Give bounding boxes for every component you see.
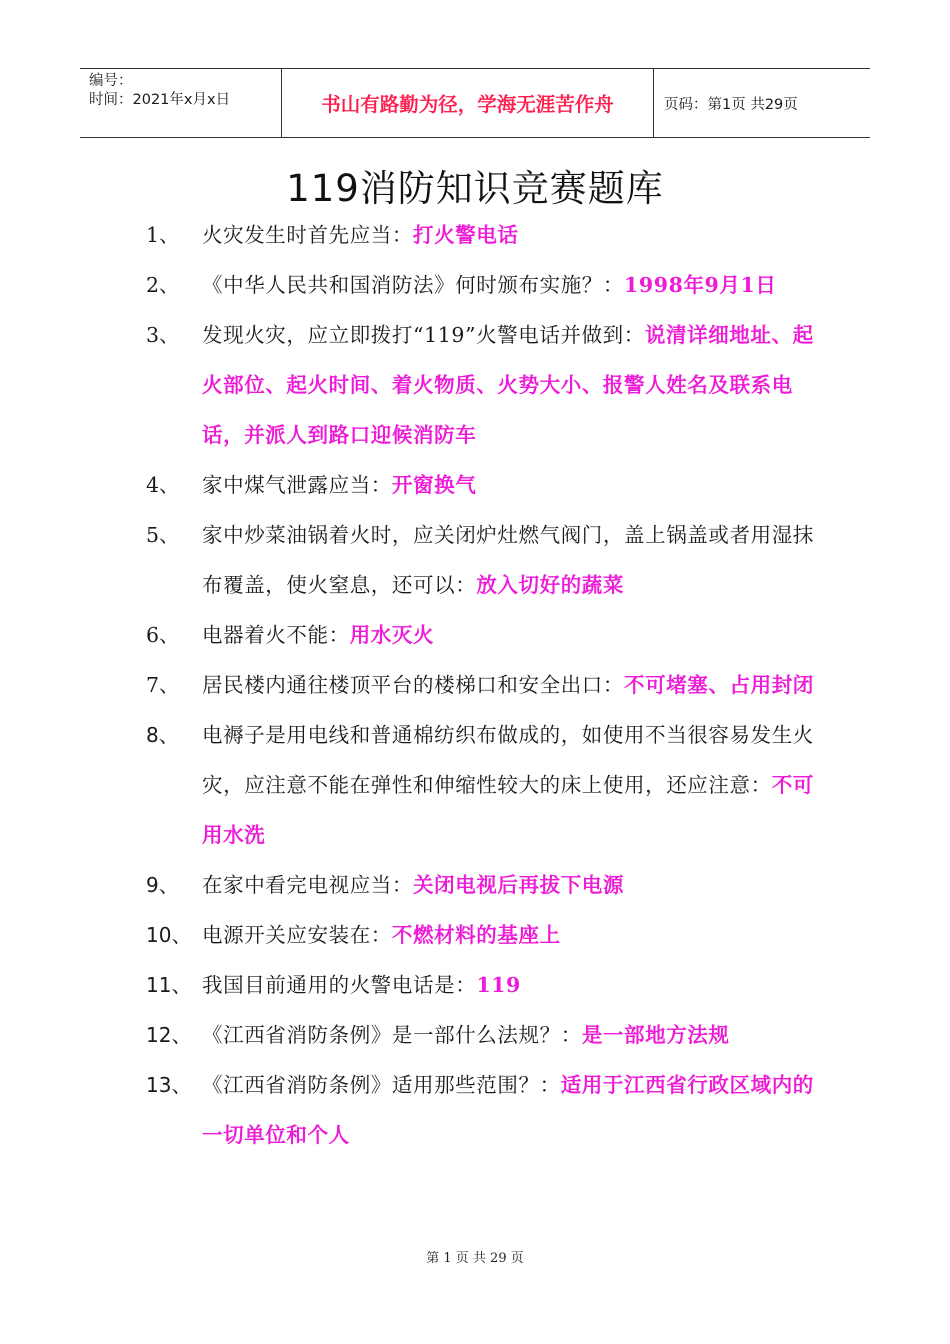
question-number: 9、 <box>146 873 179 897</box>
question-body <box>202 260 814 310</box>
question-body <box>202 860 814 910</box>
number-label: 编号： <box>89 73 133 89</box>
question-body <box>202 610 814 660</box>
question-item <box>146 1010 814 1060</box>
question-body <box>202 960 814 1010</box>
question-item <box>146 260 814 310</box>
document-title: 119消防知识竞赛题库 <box>286 167 664 210</box>
question-text: 在家中看完电视应当： <box>202 873 413 897</box>
question-body <box>202 1010 814 1060</box>
question-body <box>202 510 814 610</box>
question-text: 电器着火不能： <box>202 623 350 647</box>
answer-text: 开窗换气 <box>391 473 477 497</box>
question-list <box>146 210 814 1160</box>
answer-text: 119 <box>476 973 521 997</box>
question-item <box>146 610 814 660</box>
question-item <box>146 960 814 1010</box>
answer-text: 放入切好的蔬菜 <box>476 573 625 597</box>
question-number: 12、 <box>146 1023 192 1047</box>
answer-text: 是一部地方法规 <box>581 1023 730 1047</box>
header-motto: 书山有路勤为径，学海无涯苦作舟 <box>282 69 654 137</box>
time-label: 时间：2021年x月x日 <box>89 92 231 108</box>
header-page-info: 页码：第1页 共29页 <box>664 96 798 113</box>
question-text: 《江西省消防条例》是一部什么法规？： <box>202 1023 582 1047</box>
page-header <box>80 68 870 138</box>
question-item <box>146 860 814 910</box>
question-item <box>146 310 814 460</box>
question-text: 《中华人民共和国消防法》何时颁布实施？： <box>202 273 624 297</box>
answer-text: 说清详细地址、起火部位、起火时间、着火物质、火势大小、报警人姓名及联系电话，并派人到路口迎候消防车 <box>202 323 814 447</box>
question-item <box>146 1060 814 1160</box>
question-text: 发现火灾，应立即拨打“119”火警电话并做到： <box>202 323 645 347</box>
answer-text: 不可用水洗 <box>202 773 814 847</box>
question-text: 电源开关应安装在： <box>202 923 392 947</box>
question-number: 4、 <box>146 473 180 497</box>
question-number: 7、 <box>146 673 180 697</box>
question-item <box>146 660 814 710</box>
question-number: 2、 <box>146 273 180 297</box>
answer-text: 打火警电话 <box>413 223 519 247</box>
question-number: 11、 <box>146 973 192 997</box>
question-body <box>202 1060 814 1160</box>
answer-text: 1998年9月1日 <box>624 273 777 297</box>
question-item <box>146 210 814 260</box>
answer-text: 适用于江西省行政区域内的一切单位和个人 <box>202 1073 814 1147</box>
question-body <box>202 910 814 960</box>
question-number: 1、 <box>146 223 180 247</box>
question-body <box>202 460 814 510</box>
answer-text: 不燃材料的基座上 <box>391 923 561 947</box>
question-item <box>146 910 814 960</box>
question-body <box>202 210 814 260</box>
answer-text: 用水灭火 <box>349 623 435 647</box>
question-text: 我国目前通用的火警电话是： <box>202 973 477 997</box>
question-item <box>146 510 814 610</box>
question-number: 6、 <box>146 623 180 647</box>
question-number: 10、 <box>146 923 192 947</box>
question-body <box>202 710 814 860</box>
answer-text: 关闭电视后再拔下电源 <box>413 873 624 897</box>
question-body <box>202 660 814 710</box>
question-number: 3、 <box>146 323 180 347</box>
question-text: 家中炒菜油锅着火时，应关闭炉灶燃气阀门，盖上锅盖或者用湿抹布覆盖，使火窒息，还可以： <box>202 523 814 597</box>
question-text: 火灾发生时首先应当： <box>202 223 413 247</box>
header-meta <box>80 69 282 137</box>
question-body <box>202 310 814 460</box>
question-number: 13、 <box>146 1073 192 1097</box>
question-text: 家中煤气泄露应当： <box>202 473 392 497</box>
question-text: 居民楼内通往楼顶平台的楼梯口和安全出口： <box>202 673 624 697</box>
page-footer: 第 1 页 共 29 页 <box>426 1251 524 1266</box>
question-text: 《江西省消防条例》适用那些范围？： <box>202 1073 561 1097</box>
question-text: 电褥子是用电线和普通棉纺织布做成的，如使用不当很容易发生火灾，应注意不能在弹性和伸缩性较大的床上使用，还应注意： <box>202 723 814 797</box>
question-item <box>146 460 814 510</box>
answer-text: 不可堵塞、占用封闭 <box>624 673 814 697</box>
question-number: 5、 <box>146 523 180 547</box>
question-number: 8、 <box>146 723 179 747</box>
question-item <box>146 710 814 860</box>
